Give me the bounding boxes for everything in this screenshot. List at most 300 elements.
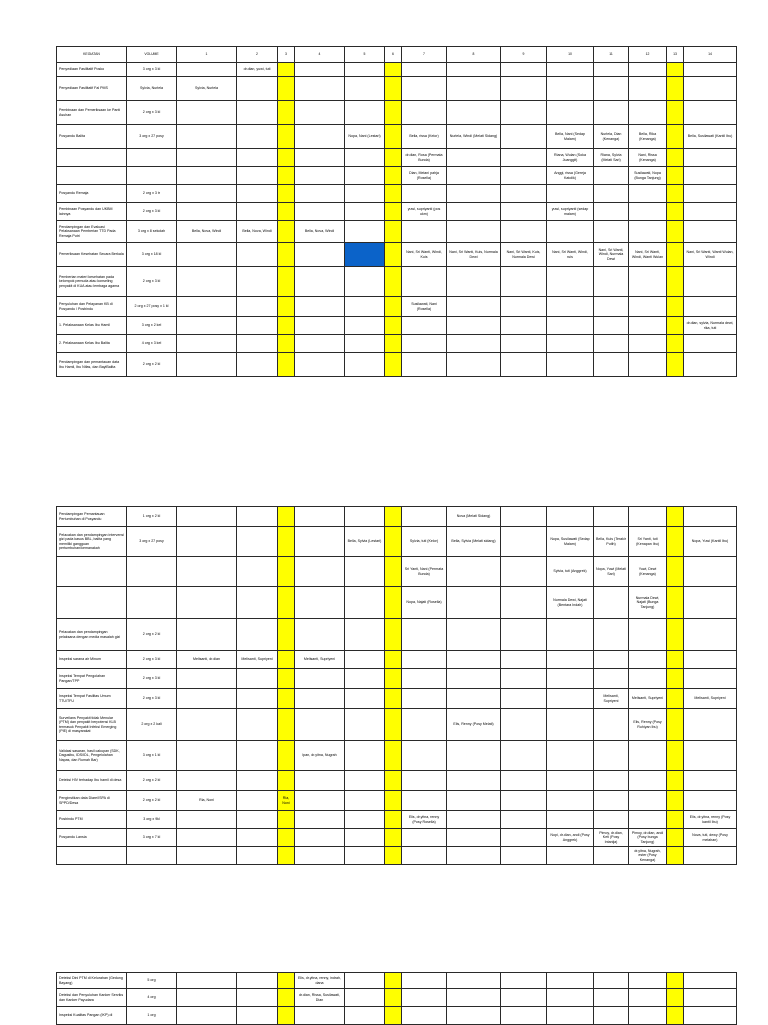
volume-cell: [127, 557, 177, 587]
day-cell: [345, 989, 385, 1007]
day-cell: [385, 527, 402, 557]
day-cell: [278, 619, 295, 651]
day-cell: [345, 203, 385, 221]
day-cell: [402, 651, 447, 669]
day-cell: [295, 709, 345, 741]
day-cell: [237, 689, 278, 709]
activity-cell: Posyandu Remaja: [57, 185, 127, 203]
day-cell: Elis, Renny (Posy Ruhiyan Ibu): [629, 709, 667, 741]
activity-cell: Penginstikan data Diare/ISPA di SPPD/Desa: [57, 791, 127, 811]
day-cell: [177, 771, 237, 791]
day-cell: [385, 709, 402, 741]
day-cell: [345, 297, 385, 317]
day-cell: [629, 317, 667, 335]
day-cell: [547, 989, 594, 1007]
day-cell: [684, 149, 737, 167]
day-cell: [684, 741, 737, 771]
day-cell: [594, 353, 629, 377]
day-cell: Pimoy, dr.dian, andi (Posy bunga Tanjung): [629, 829, 667, 847]
day-cell: [629, 651, 667, 669]
day-cell: Elis, dr.yitna, renny, indrah, dana: [295, 973, 345, 989]
day-cell: [594, 335, 629, 353]
volume-cell: 2 org x 3 kl: [127, 267, 177, 297]
day-cell: [402, 973, 447, 989]
day-cell: [402, 741, 447, 771]
day-cell: [501, 125, 547, 149]
day-cell: [278, 243, 295, 267]
day-cell: [237, 203, 278, 221]
day-cell: dr.dian, Rosa (Permata Bunda): [402, 149, 447, 167]
day-cell: [385, 243, 402, 267]
volume-cell: 2 org x 3 tr: [127, 185, 177, 203]
day-cell: [667, 973, 684, 989]
day-cell: [237, 811, 278, 829]
volume-cell: 2 org x 2 kl: [127, 771, 177, 791]
table-row: [57, 973, 737, 989]
day-cell: Ria, Noni: [278, 791, 295, 811]
day-cell: [295, 669, 345, 689]
day-cell: Nopa, Najati (Rosella): [402, 587, 447, 619]
day-cell: [385, 651, 402, 669]
day-cell: [684, 669, 737, 689]
day-cell: Nani, Sri Wanti, Kuis, Nurmala Dewi: [447, 243, 501, 267]
day-cell: [684, 847, 737, 865]
day-cell: [278, 651, 295, 669]
day-cell: [237, 267, 278, 297]
activity-cell: Deteksi dan Penyuluhan Kanker Serviks dan Kanker Payudara: [57, 989, 127, 1007]
day-cell: [667, 689, 684, 709]
table-row: [57, 221, 737, 243]
day-cell: [385, 619, 402, 651]
day-cell: dr.dian, Rissa, Susilawati, Dian: [295, 989, 345, 1007]
table-row: [57, 267, 737, 297]
day-cell: [402, 185, 447, 203]
day-cell: [177, 989, 237, 1007]
day-cell: [385, 771, 402, 791]
day-cell: [345, 243, 385, 267]
day-cell: [278, 1007, 295, 1025]
volume-cell: 1 org: [127, 1007, 177, 1025]
day-cell: [177, 267, 237, 297]
day-cell: [237, 185, 278, 203]
day-cell: Nopi, dr.dian, andi (Posy Anggrek): [547, 829, 594, 847]
day-cell: Susilawati, Nopa (Bunga Tanjung): [629, 167, 667, 185]
day-cell: [295, 77, 345, 101]
day-cell: [345, 741, 385, 771]
day-cell: [402, 63, 447, 77]
day-cell: [447, 63, 501, 77]
day-cell: [345, 587, 385, 619]
activity-cell: 2. Pelaksanaan Kelas Ibu Balita: [57, 335, 127, 353]
volume-cell: 2 org x 3 kl: [127, 101, 177, 125]
day-cell: [385, 811, 402, 829]
day-cell: [295, 811, 345, 829]
day-cell: [385, 989, 402, 1007]
day-cell: [501, 221, 547, 243]
day-cell: [385, 557, 402, 587]
day-cell: [501, 335, 547, 353]
day-cell: [385, 507, 402, 527]
activity-cell: Validasi sasaran, hasil cakupan (SDK, Dagusibu, IDS/IDL, Pengelolahan Napas, dan Rumah Bar): [57, 741, 127, 771]
table-row: [57, 507, 737, 527]
day-cell: [447, 101, 501, 125]
day-cell: [278, 267, 295, 297]
day-cell: [237, 709, 278, 741]
day-cell: [237, 791, 278, 811]
day-cell: Bella, Kuis (Terakir Putih): [594, 527, 629, 557]
day-cell: Sri Yanti, Nani (Permata Bunda): [402, 557, 447, 587]
day-cell: [547, 811, 594, 829]
day-cell: Nova (Melati Sidang): [447, 507, 501, 527]
day-cell: [501, 689, 547, 709]
day-cell: [237, 125, 278, 149]
day-cell: [594, 203, 629, 221]
day-cell: [447, 167, 501, 185]
day-cell: [177, 527, 237, 557]
day-cell: [547, 771, 594, 791]
day-cell: [385, 689, 402, 709]
volume-cell: 2 org x 2 kl: [127, 791, 177, 811]
day-cell: [177, 811, 237, 829]
header-cell: 10: [547, 47, 594, 63]
day-cell: [295, 63, 345, 77]
day-cell: [629, 669, 667, 689]
day-cell: [629, 507, 667, 527]
day-cell: [594, 167, 629, 185]
day-cell: [345, 771, 385, 791]
day-cell: [177, 167, 237, 185]
day-cell: [667, 527, 684, 557]
day-cell: [278, 149, 295, 167]
day-cell: [447, 203, 501, 221]
volume-cell: 2 org x 2 kl: [127, 619, 177, 651]
table-row: [57, 243, 737, 267]
day-cell: [295, 149, 345, 167]
day-cell: [385, 297, 402, 317]
day-cell: [385, 669, 402, 689]
day-cell: [667, 771, 684, 791]
day-cell: dr.dian, sylvia, Nurmala dewi, rika, tuti: [684, 317, 737, 335]
table-row: [57, 771, 737, 791]
day-cell: [629, 63, 667, 77]
day-cell: [501, 77, 547, 101]
day-cell: [594, 989, 629, 1007]
day-cell: [629, 297, 667, 317]
day-cell: [177, 353, 237, 377]
day-cell: [684, 587, 737, 619]
volume-cell: Sylvia, Nurlela: [127, 77, 177, 101]
day-cell: [177, 709, 237, 741]
day-cell: [177, 829, 237, 847]
day-cell: [594, 587, 629, 619]
day-cell: [629, 77, 667, 101]
activity-cell: Penyuluhan dan Pelayanan KB di Posyandu / Posbindu: [57, 297, 127, 317]
day-cell: [684, 297, 737, 317]
day-cell: Nopa, Yuwi (Melati Sari): [594, 557, 629, 587]
day-cell: [501, 989, 547, 1007]
volume-cell: 3 org x 18 kl: [127, 243, 177, 267]
day-cell: [667, 709, 684, 741]
day-cell: [402, 669, 447, 689]
day-cell: Bella, Nani (Sedap Malam): [547, 125, 594, 149]
day-cell: [345, 709, 385, 741]
day-cell: [345, 149, 385, 167]
day-cell: [667, 335, 684, 353]
day-cell: [501, 267, 547, 297]
day-cell: [501, 1007, 547, 1025]
header-row: [57, 47, 737, 63]
day-cell: [385, 317, 402, 335]
day-cell: Melisanti, Supriyeni: [295, 651, 345, 669]
day-cell: [385, 335, 402, 353]
activity-cell: Pendampingan Pemantauan Pertumbuhan di Posyandu: [57, 507, 127, 527]
day-cell: [629, 619, 667, 651]
day-cell: Bella, rissa (Kelor): [402, 125, 447, 149]
day-cell: Dian, Melani pahja (Rosella): [402, 167, 447, 185]
day-cell: [547, 651, 594, 669]
day-cell: yuwi, supriyanti (sedap malam): [547, 203, 594, 221]
day-cell: [385, 847, 402, 865]
day-cell: [177, 185, 237, 203]
day-cell: [594, 771, 629, 791]
day-cell: [629, 989, 667, 1007]
day-cell: [402, 689, 447, 709]
day-cell: Elis, dr.yitna, renny (Posy Rosella): [402, 811, 447, 829]
activity-cell: Surveilans Penyakit tidak Menular (PTM) dan penyakit berpotensi KLB termasuk Penyakit Infeksi Emerging (PIE) di masyarakat: [57, 709, 127, 741]
header-cell: 4: [295, 47, 345, 63]
table-row: [57, 125, 737, 149]
day-cell: [295, 335, 345, 353]
header-cell: 8: [447, 47, 501, 63]
activity-cell: Inspeksi Tempat Fasilitas Umum TTU/TFU: [57, 689, 127, 709]
day-cell: [684, 1007, 737, 1025]
day-cell: [501, 811, 547, 829]
day-cell: [594, 791, 629, 811]
day-cell: [237, 741, 278, 771]
day-cell: [278, 709, 295, 741]
day-cell: [278, 297, 295, 317]
day-cell: [237, 335, 278, 353]
header-cell: 9: [501, 47, 547, 63]
day-cell: [447, 185, 501, 203]
day-cell: Melisanti, Supriyeni: [629, 689, 667, 709]
day-cell: Nopa, Nani (Lestari): [345, 125, 385, 149]
table-row: [57, 101, 737, 125]
activity-cell: Pendampingan dan Evaluasi Pelaksanaan Pemberian TTD Pada Remaja Putri: [57, 221, 127, 243]
day-cell: [684, 185, 737, 203]
day-cell: [345, 317, 385, 335]
day-cell: [345, 829, 385, 847]
day-cell: [237, 619, 278, 651]
day-cell: [594, 101, 629, 125]
day-cell: [501, 149, 547, 167]
day-cell: [237, 101, 278, 125]
day-cell: [447, 989, 501, 1007]
day-cell: [447, 221, 501, 243]
day-cell: [501, 297, 547, 317]
day-cell: [667, 317, 684, 335]
day-cell: [594, 619, 629, 651]
volume-cell: 3 org x 1 kl: [127, 741, 177, 771]
day-cell: [278, 989, 295, 1007]
day-cell: [402, 221, 447, 243]
day-cell: [594, 811, 629, 829]
day-cell: [345, 689, 385, 709]
day-cell: [177, 557, 237, 587]
day-cell: [278, 77, 295, 101]
day-cell: [295, 587, 345, 619]
day-cell: [594, 297, 629, 317]
day-cell: [237, 77, 278, 101]
day-cell: [345, 335, 385, 353]
table-row: [57, 1007, 737, 1025]
day-cell: [237, 587, 278, 619]
day-cell: [295, 185, 345, 203]
day-cell: [295, 297, 345, 317]
volume-cell: 3 org x 9kl: [127, 811, 177, 829]
day-cell: [295, 791, 345, 811]
day-cell: [402, 791, 447, 811]
day-cell: [295, 771, 345, 791]
day-cell: [385, 63, 402, 77]
day-cell: [667, 1007, 684, 1025]
day-cell: [385, 77, 402, 101]
day-cell: [237, 1007, 278, 1025]
table-row: [57, 669, 737, 689]
day-cell: Bella, Rika (Kenanga): [629, 125, 667, 149]
day-cell: [295, 203, 345, 221]
day-cell: [278, 125, 295, 149]
day-cell: Sylvia, Nurlela: [177, 77, 237, 101]
day-cell: [402, 1007, 447, 1025]
table-row: [57, 167, 737, 185]
day-cell: [547, 185, 594, 203]
schedule-table-3: [56, 972, 737, 1025]
day-cell: [501, 709, 547, 741]
table-row: [57, 149, 737, 167]
day-cell: [177, 101, 237, 125]
day-cell: [501, 669, 547, 689]
day-cell: Nani, Sri Wanti, Windi, Wanti Wulan: [629, 243, 667, 267]
day-cell: [345, 63, 385, 77]
day-cell: Bella, Sylvia (Lestari): [345, 527, 385, 557]
day-cell: [295, 527, 345, 557]
day-cell: [684, 557, 737, 587]
volume-cell: [127, 847, 177, 865]
activity-cell: Pelacakan dan pendampingan intervensi gizi pada kasus BBL, balita yang memiliki gangguan pertumbuhan/kemanakah: [57, 527, 127, 557]
header-cell: 13: [667, 47, 684, 63]
day-cell: [547, 101, 594, 125]
header-cell: 6: [385, 47, 402, 63]
day-cell: [177, 149, 237, 167]
day-cell: [667, 587, 684, 619]
day-cell: Sylvia, tuti (Anggrek): [547, 557, 594, 587]
day-cell: [345, 221, 385, 243]
day-cell: [345, 557, 385, 587]
header-cell: 11: [594, 47, 629, 63]
day-cell: Nurmala Dewi, Najati (Bunga Tanjung): [629, 587, 667, 619]
day-cell: [447, 557, 501, 587]
day-cell: [278, 847, 295, 865]
day-cell: [684, 203, 737, 221]
day-cell: [385, 973, 402, 989]
day-cell: [278, 527, 295, 557]
day-cell: Nani, Sri Wanti, Kuis, Nurmala Dewi: [501, 243, 547, 267]
day-cell: [547, 1007, 594, 1025]
day-cell: [667, 267, 684, 297]
day-cell: [501, 651, 547, 669]
day-cell: [501, 829, 547, 847]
day-cell: [447, 847, 501, 865]
day-cell: [547, 847, 594, 865]
day-cell: [385, 791, 402, 811]
day-cell: [295, 167, 345, 185]
day-cell: [667, 669, 684, 689]
day-cell: [667, 243, 684, 267]
day-cell: Nopa, Susilawati (Sedap Malam): [547, 527, 594, 557]
day-cell: Sri Yanti, tuti (Kenapan Ibu): [629, 527, 667, 557]
day-cell: [667, 619, 684, 651]
day-cell: [295, 619, 345, 651]
day-cell: [594, 847, 629, 865]
day-cell: [385, 167, 402, 185]
day-cell: [547, 335, 594, 353]
day-cell: [594, 507, 629, 527]
day-cell: [177, 125, 237, 149]
day-cell: [177, 317, 237, 335]
day-cell: [501, 353, 547, 377]
day-cell: [385, 741, 402, 771]
day-cell: [402, 619, 447, 651]
day-cell: [547, 669, 594, 689]
day-cell: [345, 101, 385, 125]
day-cell: [684, 709, 737, 741]
day-cell: [667, 125, 684, 149]
day-cell: [295, 125, 345, 149]
day-cell: [177, 669, 237, 689]
activity-cell: 1. Pelaksanaan Kelas Ibu Hamil: [57, 317, 127, 335]
day-cell: [501, 847, 547, 865]
day-cell: [237, 317, 278, 335]
day-cell: Bella, Nova, Windi: [237, 221, 278, 243]
table-row: [57, 185, 737, 203]
schedule-table-2: [56, 506, 737, 865]
day-cell: [278, 63, 295, 77]
volume-cell: 4 org x 3 kel: [127, 335, 177, 353]
day-cell: Riana, Sylvia (Melati Sari): [594, 149, 629, 167]
day-cell: [177, 203, 237, 221]
volume-cell: [127, 149, 177, 167]
day-cell: [594, 77, 629, 101]
activity-cell: Deteksi Dini PTM di Kelurahan (Gedung Bayang): [57, 973, 127, 989]
day-cell: [295, 689, 345, 709]
day-cell: [684, 267, 737, 297]
day-cell: dr.yitna, Nugrah, ester (Posy Kenanga): [629, 847, 667, 865]
table-row: [57, 317, 737, 335]
day-cell: [385, 221, 402, 243]
header-cell: 2: [237, 47, 278, 63]
volume-cell: 2 org x 27 posy x 1 kl: [127, 297, 177, 317]
day-cell: [278, 335, 295, 353]
volume-cell: 3 org x 7 kl: [127, 829, 177, 847]
table-row: [57, 587, 737, 619]
volume-cell: 3 org x 3 kl: [127, 63, 177, 77]
day-cell: [345, 185, 385, 203]
day-cell: [237, 527, 278, 557]
day-cell: [345, 811, 385, 829]
header-cell: 7: [402, 47, 447, 63]
day-cell: [385, 149, 402, 167]
